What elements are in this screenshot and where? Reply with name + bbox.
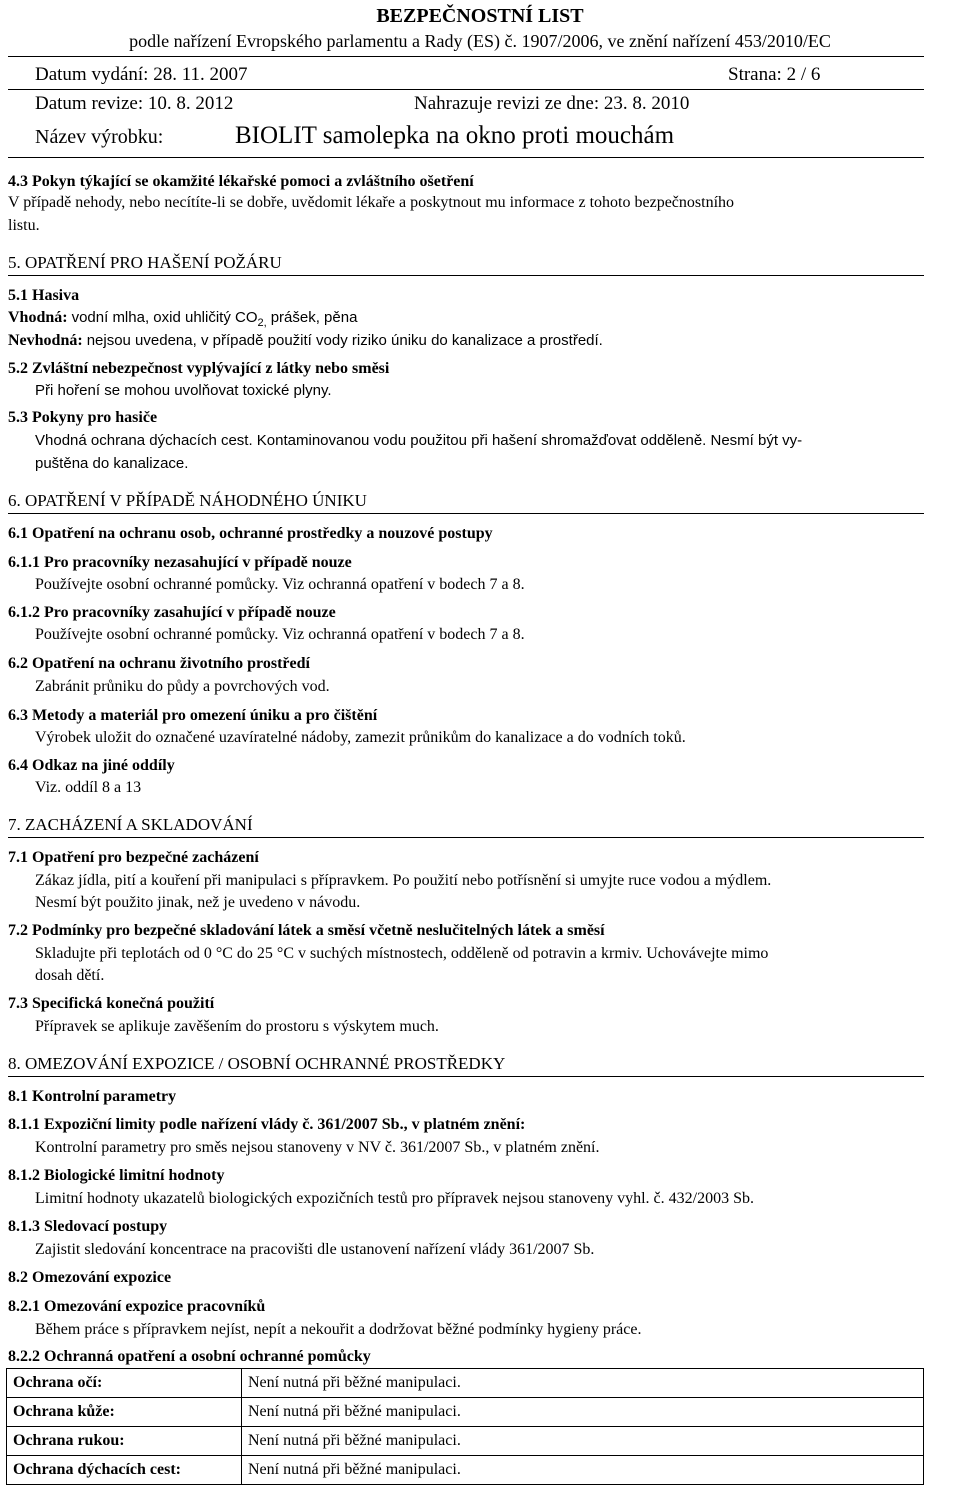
section-6-4-heading: 6.4 Odkaz na jiné oddíly [8,757,175,774]
table-row [7,1398,924,1427]
protection-label: Ochrana rukou: [7,1427,242,1456]
section-5-3-heading: 5.3 Pokyny pro hasiče [8,409,158,426]
section-5-1-heading: 5.1 Hasiva [8,287,80,304]
protection-table [6,1368,924,1485]
suitable-label: Vhodná: [8,309,68,326]
section-6-1-1-heading: 6.1.1 Pro pracovníky nezasahující v případě nouze [8,554,352,571]
section-7-2-heading: 7.2 Podmínky pro bezpečné skladování látek a směsí včetně neslučitelných látek a směsí [8,922,605,939]
replaces-revision: Nahrazuje revizi ze dne: 23. 8. 2010 [414,93,690,114]
section-5-title: 5. OPATŘENÍ PRO HAŠENÍ POŽÁRU [8,252,924,276]
section-5-3-text: Vhodná ochrana dýchacích cest. Kontaminovanou vodu použitou při hašení shromažďovat odděleně. Nesmí být vy- [35,432,803,449]
section-8-1-1-text: Kontrolní parametry pro směs nejsou stanoveny v NV č. 361/2007 Sb., v platném znění. [35,1139,600,1156]
protection-value: Není nutná při běžné manipulaci. [242,1456,924,1485]
section-6-2-heading: 6.2 Opatření na ochranu životního prostředí [8,655,310,672]
section-5-2-heading: 5.2 Zvláštní nebezpečnost vyplývající z látky nebo směsi [8,360,390,377]
protection-value: Není nutná při běžné manipulaci. [242,1398,924,1427]
suitable-text-end: prášek, pěna [270,309,358,326]
section-5-3-text: puštěna do kanalizace. [35,455,189,472]
section-8-1-2-heading: 8.1.2 Biologické limitní hodnoty [8,1167,225,1184]
protection-label: Ochrana dýchacích cest: [7,1456,242,1485]
section-7-1-heading: 7.1 Opatření pro bezpečné zacházení [8,849,259,866]
section-4-3-text: listu. [8,217,40,234]
section-7-2-text: dosah dětí. [35,967,105,984]
section-7-2-text: Skladujte při teplotách od 0 °C do 25 °C v suchých místnostech, odděleně od potravin a krmiv. Uchovávejte mimo [35,945,769,962]
section-7-1-text: Zákaz jídla, pití a kouření při manipulaci s přípravkem. Po použití nebo potřísnění si umyjte ruce vodou a mýdlem. [35,872,772,889]
protection-value: Není nutná při běžné manipulaci. [242,1427,924,1456]
section-8-1-heading: 8.1 Kontrolní parametry [8,1088,177,1105]
unsuitable-text: nejsou uvedena, v případě použití vody riziko úniku do kanalizace a prostředí. [86,332,603,349]
table-row [7,1369,924,1398]
section-4-3-text: V případě nehody, nebo necítíte-li se dobře, uvědomit lékaře a poskytnout mu informace z tohoto bezpečnostního [8,194,735,211]
document-subtitle: podle nařízení Evropského parlamentu a Rady (ES) č. 1907/2006, ve znění nařízení 453/2010/EC [129,31,831,51]
section-8-2-1-text: Během práce s přípravkem nejíst, nepít a nekouřit a dodržovat běžné podmínky hygieny práce. [35,1321,642,1338]
section-6-1-2-text: Používejte osobní ochranné pomůcky. Viz ochranná opatření v bodech 7 a 8. [35,626,525,643]
protection-value: Není nutná při běžné manipulaci. [242,1369,924,1398]
product-label: Název výrobku: [35,126,164,148]
page-number: Strana: 2 / 6 [728,64,821,85]
unsuitable-extinguishing [8,331,603,351]
revision-date: Datum revize: 10. 8. 2012 [35,93,234,114]
header-divider [8,56,924,57]
section-5-2-text: Při hoření se mohou uvolňovat toxické plyny. [35,382,332,399]
section-7-title: 7. ZACHÁZENÍ A SKLADOVÁNÍ [8,814,924,838]
section-8-1-3-heading: 8.1.3 Sledovací postupy [8,1218,168,1235]
protection-label: Ochrana kůže: [7,1398,242,1427]
section-8-1-2-text: Limitní hodnoty ukazatelů biologických expozičních testů pro přípravek nejsou stanoveny vyhl. č. 432/2003 Sb. [35,1190,754,1207]
header-divider [8,89,924,90]
unsuitable-label: Nevhodná: [8,332,83,349]
section-8-2-2-heading: 8.2.2 Ochranná opatření a osobní ochranné pomůcky [8,1348,371,1365]
co2-subscript: 2, [257,317,267,330]
section-6-1-1-text: Používejte osobní ochranné pomůcky. Viz ochranná opatření v bodech 7 a 8. [35,576,525,593]
section-8-2-1-heading: 8.2.1 Omezování expozice pracovníků [8,1298,266,1315]
issue-date: Datum vydání: 28. 11. 2007 [35,64,248,85]
suitable-text: vodní mlha, oxid uhličitý CO [71,309,258,326]
section-6-4-text: Viz. oddíl 8 a 13 [35,779,142,796]
table-row [7,1456,924,1485]
section-8-1-3-text: Zajistit sledování koncentrace na pracovišti dle ustanovení nařízení vlády 361/2007 Sb. [35,1241,595,1258]
table-row [7,1427,924,1456]
suitable-extinguishing [8,308,357,333]
section-6-1-2-heading: 6.1.2 Pro pracovníky zasahující v případě nouze [8,604,336,621]
header-divider [8,157,924,158]
section-8-2-heading: 8.2 Omezování expozice [8,1269,172,1286]
section-6-3-heading: 6.3 Metody a materiál pro omezení úniku a pro čištění [8,707,378,724]
section-7-3-text: Přípravek se aplikuje zavěšením do prostoru s výskytem much. [35,1018,439,1035]
section-4-3-heading: 4.3 Pokyn týkající se okamžité lékařské pomoci a zvláštního ošetření [8,173,474,190]
section-7-1-text: Nesmí být použito jinak, než je uvedeno v návodu. [35,894,361,911]
document-title: BEZPEČNOSTNÍ LIST [376,5,584,27]
section-6-title: 6. OPATŘENÍ V PŘÍPADĚ NÁHODNÉHO ÚNIKU [8,490,924,514]
section-8-1-1-heading: 8.1.1 Expoziční limity podle nařízení vlády č. 361/2007 Sb., v platném znění: [8,1116,526,1133]
section-7-3-heading: 7.3 Specifická konečná použití [8,995,215,1012]
section-8-title: 8. OMEZOVÁNÍ EXPOZICE / OSOBNÍ OCHRANNÉ PROSTŘEDKY [8,1053,924,1077]
product-name: BIOLIT samolepka na okno proti mouchám [235,122,675,149]
protection-label: Ochrana očí: [7,1369,242,1398]
section-6-1-heading: 6.1 Opatření na ochranu osob, ochranné prostředky a nouzové postupy [8,525,493,542]
section-6-2-text: Zabránit průniku do půdy a povrchových vod. [35,678,330,695]
section-6-3-text: Výrobek uložit do označené uzavíratelné nádoby, zamezit průnikům do kanalizace a do vodních toků. [35,729,686,746]
